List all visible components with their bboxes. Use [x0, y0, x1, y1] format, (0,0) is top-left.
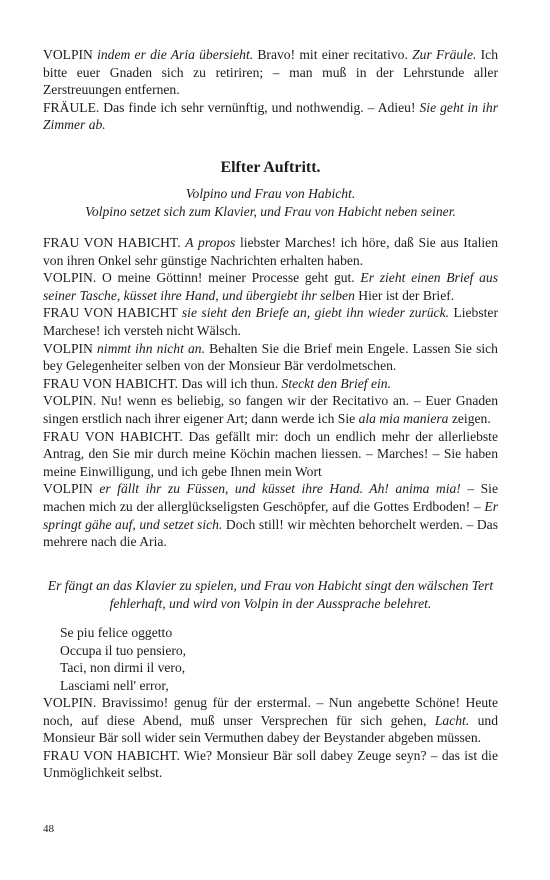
speech-text: Doch still! wir mèchten behorchelt werden. – Das mehrere nach die Aria. — [43, 516, 498, 550]
speech-text: Hier ist der Brief. — [354, 287, 455, 303]
verse-line: Lasciami nell' error, — [60, 677, 169, 693]
speaker-text: FRAU VON HABICHT — [43, 305, 182, 321]
stage-note: Sie geht in ihr Zimmer ab. — [43, 99, 498, 133]
paragraph — [43, 392, 498, 427]
speaker-text: VOLPIN — [43, 481, 100, 497]
scene-persons: Volpino und Frau von Habicht. — [185, 186, 356, 201]
speech-text: VOLPIN. Bravissimo! genug für der erstermal. – Nun angebette Schöne! Heute noch, auf diese Abend, muß unser Versprechen für sich gehen, — [43, 695, 498, 728]
scene-title: Elfter Auftritt. — [220, 159, 321, 176]
stage-direction: Er fängt an das Klavier zu spielen, und Frau von Habicht singt den wälschen Tert fehlerhaft, und wird von Volpin in der Aussprache belehret. — [47, 578, 494, 611]
stage-note: nimmt ihn nicht an. — [97, 340, 205, 356]
paragraph — [43, 99, 498, 134]
stage-note: er fällt ihr zu Füssen, und küsset ihre Hand. Ah! anima mia! — [99, 481, 461, 497]
speech-text: FRÄULE. Das finde ich sehr vernünftig, und nothwendig. – Adieu! — [43, 99, 420, 115]
speech-text: VOLPIN. Nu! wenn es beliebig, so fangen wir der Recitativo an. – Euer Gnaden singen erstlich nach ihrer eigener Art; dann werde ich Sie — [43, 393, 498, 426]
stage-note: sie sieht den Briefe an, giebt ihn wieder zurück. — [181, 305, 450, 321]
scene-persons-direction — [43, 185, 498, 220]
speech-text: Bravo! mit einer recitativo. — [253, 47, 413, 62]
after-verse — [43, 694, 498, 782]
italic-text: ala mia maniera — [358, 410, 449, 426]
verse-line: Taci, non dirmi il vero, — [60, 660, 186, 676]
speech-text: FRAU VON HABICHT. Das gefällt mir: doch un endlich mehr der allerliebste Antrag, den Sie mir durch meine Köchin machen liessen. – Marches! – Sie haben meine Einwilligung, und ich gebe Ihnen mein Wort — [43, 428, 498, 479]
paragraph — [43, 234, 498, 269]
paragraph — [43, 480, 498, 550]
paragraph — [43, 269, 498, 304]
speaker-text: VOLPIN — [43, 340, 97, 356]
stage-note: Zur Fräule. — [412, 47, 477, 62]
paragraph — [43, 694, 498, 747]
speech-text: und Monsieur Bär soll wider sein Vermuthen dabey der Beystander abgeben müssen. — [43, 712, 498, 746]
paragraph — [43, 747, 498, 782]
stage-note: Er springt gähe auf, und setzet sich. — [43, 498, 498, 532]
speech-text: VOLPIN. O meine Göttinn! meiner Processe geht gut. — [43, 270, 361, 286]
paragraph — [43, 46, 498, 99]
aria-verse — [60, 624, 186, 694]
stage-note: Lacht. — [434, 712, 470, 728]
verse-line: Occupa il tuo pensiero, — [60, 642, 187, 658]
speech-text: FRAU VON HABICHT. Wie? Monsieur Bär soll dabey Zeuge seyn? – das ist die Unmöglichkeit selbst. — [43, 747, 498, 781]
speech-text: Ich bitte euer Gnaden sich zu retiriren; – man muß in der Lehrstunde aller Zerstreuungen entfernen. — [43, 47, 498, 98]
page-number: 48 — [43, 823, 54, 835]
speech-text: zeigen. — [448, 410, 491, 426]
stage-note: Er zieht einen Brief aus seiner Tasche, küsset ihre Hand, und übergiebt ihr selben — [43, 270, 498, 303]
speech-text: FRAU VON HABICHT. Das will ich thun. — [43, 375, 282, 391]
speech-text: – Sie machen mich zu der allerglückseligsten Geschöpfer, auf die Gottes Erdboden! – — [43, 481, 498, 514]
stage-note: indem er die Aria übersieht. — [97, 47, 254, 62]
paragraph — [43, 375, 498, 393]
stage-note: Steckt den Brief ein. — [281, 375, 391, 391]
speech-text: Behalten Sie die Brief mein Engele. Lassen Sie sich bey Gelegenheiter selben von der Monsieur Bär verdolmetschen. — [43, 340, 498, 374]
speech-text: liebster Marches! ich höre, daß Sie aus Italien von ihren Onkel sehr günstige Nachrichten erhalten haben. — [43, 235, 499, 268]
verse-line: Se piu felice oggetto — [60, 625, 173, 640]
dialogue — [43, 234, 498, 551]
paragraph — [43, 304, 498, 339]
paragraph — [43, 428, 498, 481]
paragraph — [43, 340, 498, 375]
italic-text: A propos — [185, 235, 236, 250]
speech-text: Liebster Marchese! ich versteh nicht Wälsch. — [43, 305, 498, 338]
scene-direction: Volpino setzet sich zum Klavier, und Frau von Habicht neben seiner. — [85, 203, 456, 219]
speaker-text: VOLPIN — [43, 47, 98, 62]
top-paragraphs — [43, 46, 498, 134]
speaker-text: FRAU VON HABICHT. — [43, 235, 186, 250]
